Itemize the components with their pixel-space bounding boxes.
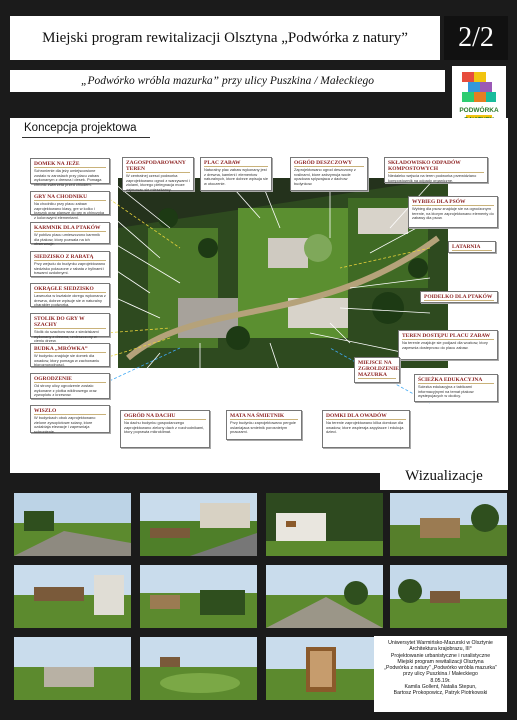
note-desc: Na dachu budynku gospodarczego zaprojektowano zielony dach z rozchodnikami, ktory poprawia mikroklimat. <box>124 420 205 435</box>
note-sidewalk-games <box>30 191 110 220</box>
note-desc: Zaprojektowano ogrod deszczowy z roslinami, ktore zatrzymuja wode opadowa splywajaca z dachow budynkow. <box>294 167 356 186</box>
credit-line: Projektowanie urbanistyczne i ruralistyczne <box>390 652 491 659</box>
credit-line: przy ulicy Puszkina / Małeckiego <box>403 671 478 678</box>
note-title: OGRODZENIE <box>34 376 106 383</box>
note-playground-access <box>398 330 498 360</box>
note-title: OGRÓD NA DACHU <box>124 413 206 420</box>
render-9 <box>14 637 131 700</box>
note-playground <box>200 157 272 191</box>
note-insect-houses <box>322 410 410 448</box>
note-bin-pergola <box>226 410 302 440</box>
credit-line: „Podwórka z natury” „Podwórko wróbla mazurka” <box>384 665 497 672</box>
note-title: WYBIEG DLA PSÓW <box>412 199 494 206</box>
note-desc: Na terenie zaprojektowano kilka domkow dla owadow, ktore wspieraja zapylacze i edukuja dzieci. <box>326 420 404 435</box>
note-title: SKŁADOWISKO ODPADÓW KOMPOSTOWYCH <box>388 160 484 173</box>
note-title: KARMNIK DLA PTAKÓW <box>34 225 106 232</box>
render-10 <box>140 637 257 700</box>
concept-title: Koncepcja projektowa <box>24 122 137 134</box>
render-7 <box>266 565 383 628</box>
render-3 <box>266 493 383 556</box>
render-4 <box>390 493 507 556</box>
note-round-seat <box>30 283 110 307</box>
note-desc: Od strony ulicy ogrodzenie zostalo wykonane z plotka wiklinowego oraz zywoplotu z krzewow. <box>34 383 97 398</box>
note-title: TEREN DOSTĘPU PLACU ZABAW <box>402 333 494 340</box>
note-desc: W poblizu placu umieszczono karmnik dla ptakow, ktory pozwala na ich obserwacje. <box>34 232 100 247</box>
note-desc: Na chodniku przy placu zabaw zaprojektowano klasy, gre w kolko i krzyzyk oraz plansze do gry w chinczyka z kolorowymi elementami. <box>34 201 105 220</box>
render-6 <box>140 565 257 628</box>
note-green-wall <box>30 405 110 433</box>
note-rain-garden <box>290 157 368 191</box>
note-dog-run <box>408 196 498 228</box>
note-title: MIEJSCE NA ZGROŁDZENIE MAZURKA <box>358 360 399 378</box>
note-title: POIDELKO DLA PTAKÓW <box>424 294 493 300</box>
note-title: ZAGOSPODAROWANY TEREN <box>126 160 190 173</box>
note-desc: W budynku znajduje sie domek dla owadow, ktory pomaga w zachowaniu bioroznorodnosci. <box>34 353 100 368</box>
note-compost <box>384 157 488 183</box>
credit-line: 8.05.19r. <box>430 677 451 684</box>
note-desc: W centralnej czesci podworka zaprojektowano ogrod z warzywami i ziolami, ktorego pielegnacja moze zajmowac sie mieszkancy. <box>126 173 190 192</box>
note-garden-area <box>122 157 194 191</box>
note-chess-table <box>30 313 110 344</box>
podworka-logo <box>452 66 506 126</box>
note-education-path <box>414 374 498 402</box>
note-roof-garden <box>120 410 210 448</box>
note-title: LATARNIA <box>452 244 492 251</box>
credit-line: Architektura krajobrazu, III° <box>409 646 472 653</box>
note-desc: Wybieg dla psow znajduje sie na ogrodzonym terenie, na ktorym zaprojektowano elementy do zabawy dla psow. <box>412 206 494 221</box>
poster-title: Miejski program rewitalizacji Olsztyna „Podwórka z natury” <box>10 16 440 60</box>
note-title: MATA NA ŚMIETNIK <box>230 413 298 420</box>
note-title: OKRĄGŁE SIEDZISKO <box>34 286 106 293</box>
note-desc: Stolik do szachow wraz z siedziskami wykonany z drewna, umieszczony w cieniu drzew. <box>34 329 99 344</box>
note-title: GRY NA CHODNIKU <box>34 194 106 201</box>
note-title: DOMKI DLA OWADÓW <box>326 413 406 420</box>
credit-line: Bartosz Prokopowicz, Patryk Piotrkowski <box>393 690 488 697</box>
note-title: WISZLO <box>34 408 106 415</box>
note-title: PLAC ZABAW <box>204 160 268 167</box>
note-title: OGRÓD DESZCZOWY <box>294 160 364 167</box>
credit-line: Uniwersytet Warmińsko-Mazurski w Olsztynie <box>388 640 493 646</box>
poster-subtitle: „Podwórko wróbla mazurka” przy ulicy Puszkina / Małeckiego <box>10 70 445 92</box>
render-8 <box>390 565 507 628</box>
note-title: ŚCIEŻKA EDUKACYJNA <box>418 377 494 384</box>
note-title: BUDKA „MRÓWKA” <box>34 346 106 353</box>
note-lantern <box>448 241 496 253</box>
note-desc: Niedaleko wejscia na teren podworka przewidziano kompostownik na odpady organiczne. <box>388 173 477 183</box>
note-desc: Sciezka edukacyjna z tablicami informacyjnymi na temat ptakow wystepujacych w okolicy. <box>418 384 474 399</box>
render-5 <box>14 565 131 628</box>
note-desc: Przy budynku zaprojektowano pergole oslaniajaca smietnik porosnietym pnaczami. <box>230 420 296 435</box>
note-bird-feeder <box>30 222 110 247</box>
note-fence <box>30 373 110 399</box>
credits-box <box>374 636 507 712</box>
credit-line: Miejski program rewitalizacji Olsztyna <box>397 658 484 665</box>
note-desc: Laweczka w ksztalcie okregu wykonana z drewna, dobrze wpisuje sie w naturalny charakter podworka. <box>34 293 106 308</box>
note-title: SIEDZISKO Z RABATĄ <box>34 254 106 261</box>
render-1 <box>14 493 131 556</box>
note-seat-flowerbed <box>30 251 110 277</box>
note-desc: Schronienie dla jeży umiejscowione zostalo w zaroslach przy placu zabaw wykonanym z drewna i desek. Pomaga chronic zwierzeta przed chlodem. <box>34 168 102 187</box>
render-11 <box>266 637 383 700</box>
note-bird-bath <box>420 291 498 303</box>
render-2 <box>140 493 257 556</box>
note-desc: Przy wejsciu do budynku zaprojektowano siedzisko polaczone z rabata z bylinami i trawami ozdobnymi. <box>34 261 106 276</box>
note-title: DOMEK NA JEŻE <box>34 161 106 168</box>
note-ant-box <box>30 343 110 367</box>
left-border <box>0 0 10 720</box>
page-number: 2/2 <box>444 16 508 60</box>
note-desc: Naturalny plac zabaw wykonany jest z drewna, kamieni i elementow naturalnych, ktore dobrze wpisuja sie w otoczenie. <box>204 167 269 186</box>
note-hedgehog-house <box>30 158 110 187</box>
note-sparrow-place <box>354 357 400 383</box>
note-title: STOLIK DO GRY W SZACHY <box>34 316 106 329</box>
credit-line: Kamila Gollent, Natalia Stepun, <box>404 684 477 691</box>
visualization-title: Wizualizacje <box>380 462 508 490</box>
logo-line1: PODWÓRKA <box>459 107 499 114</box>
note-desc: Na terenie znajduje sie podjazd dla wozkow, ktory zapewnia dostepnosc do placu zabaw. <box>402 340 488 350</box>
note-desc: W budynkach obok zaprojektowano zielone zywoplotowe sciany, ktore ozdabiaja elewacje i zapewniaja schronienie. <box>34 415 96 434</box>
